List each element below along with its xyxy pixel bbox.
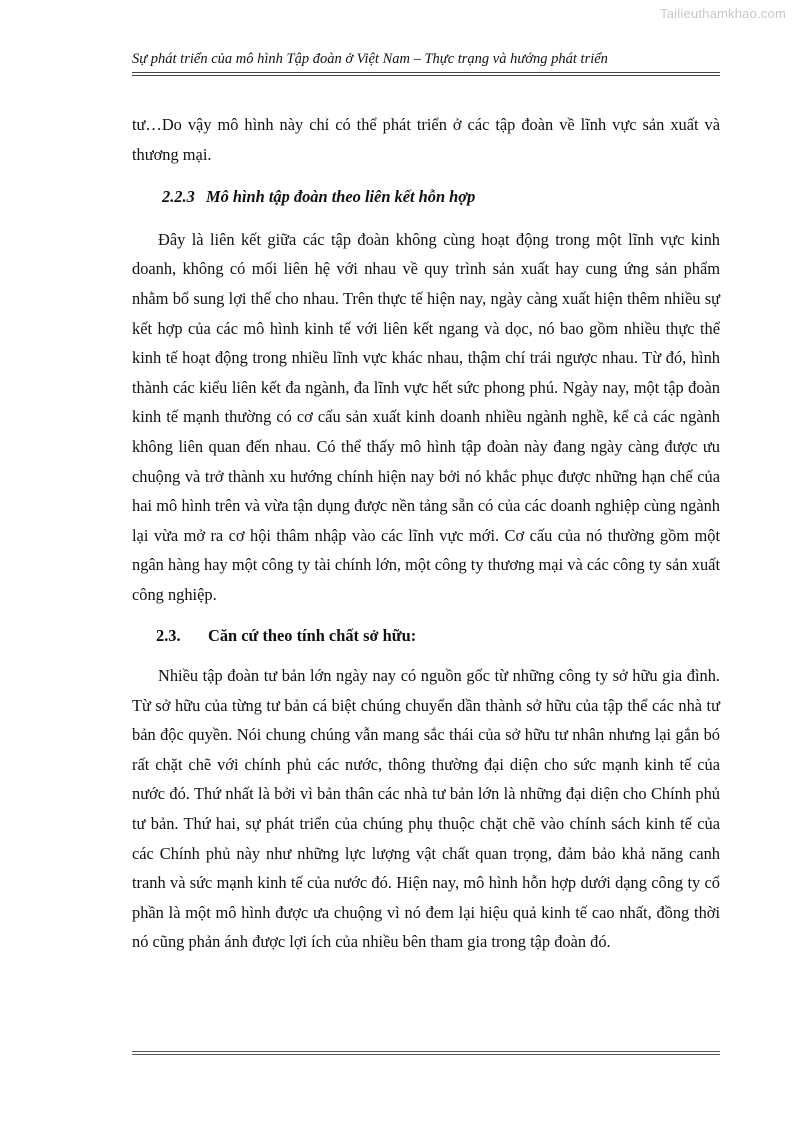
section-number: 2.2.3 bbox=[162, 187, 195, 207]
watermark: Tailieuthamkhao.com bbox=[660, 6, 786, 21]
paragraph-mixed-model: Đây là liên kết giữa các tập đoàn không cùng hoạt động trong một lĩnh vực kinh doanh, không có mối liên hệ với nhau về quy trình sản xuất hay cung ứng sản phẩm nhằm bổ sung lợi thế cho nhau. Trên thực tế hiện nay, ngày càng xuất hiện thêm nhiều sự kết hợp của các mô hình kinh tế với liên kết ngang và dọc, nó bao gồm nhiều thực thể kinh tế hoạt động trong nhiều lĩnh vực khác nhau, thậm chí trái ngược nhau. Từ đó, hình thành các kiểu liên kết đa ngành, đa lĩnh vực hết sức phong phú. Ngày nay, một tập đoàn kinh tế mạnh thường có cơ cấu sản xuất kinh doanh nhiều ngành nghề, kể cả các ngành không liên quan đến nhau. Có thể thấy mô hình tập đoàn này đang ngày càng được ưu chuộng và trở thành xu hướng chính hiện nay bởi nó khắc phục được những hạn chế của hai mô hình trên và vừa tận dụng được nền tảng sẵn có của các doanh nghiệp cùng ngành lại vừa mở ra cơ hội thâm nhập vào các lĩnh vực mới. Cơ cấu của nó thường gồm một ngân hàng hay một công ty tài chính lớn, một công ty thương mại và các công ty sản xuất công nghiệp. bbox=[132, 229, 720, 604]
section-heading-2-2-3 bbox=[162, 182, 720, 212]
section-title: Căn cứ theo tính chất sở hữu: bbox=[208, 625, 417, 645]
footer-rule bbox=[132, 1051, 720, 1055]
header-rule bbox=[132, 72, 720, 76]
section-number: 2.3. bbox=[156, 625, 181, 645]
paragraph-ownership: Nhiều tập đoàn tư bản lớn ngày nay có nguồn gốc từ những công ty sở hữu gia đình. Từ sở hữu của từng tư bản cá biệt chúng chuyển dần thành sở hữu của tập thể các nhà tư bản độc quyền. Nói chung chúng vẫn mang sắc thái của sở hữu tư nhân nhưng lại gắn bó rất chặt chẽ với chính phủ các nước, thông thường đại diện cho sức mạnh kinh tế của nước đó. Thứ nhất là bởi vì bản thân các nhà tư bản lớn là những đại diện cho Chính phủ tư bản. Thứ hai, sự phát triển của chúng phụ thuộc chặt chẽ vào chính sách kinh tế của các Chính phủ này như những lực lượng vật chất quan trọng, đảm bảo khả năng canh tranh và sức mạnh kinh tế của nước đó. Hiện nay, mô hình hỗn hợp dưới dạng công ty cổ phần là một mô hình được ưa chuộng vì nó đem lại hiệu quả kinh tế cao nhất, đồng thời nó cũng phản ánh được lợi ích của nhiều bên tham gia trong tập đoàn đó. bbox=[132, 666, 720, 952]
section-heading-2-3 bbox=[156, 621, 720, 651]
page-content bbox=[132, 110, 720, 957]
section-title: Mô hình tập đoàn theo liên kết hỗn hợp bbox=[206, 187, 476, 207]
continued-paragraph: tư…Do vậy mô hình này chỉ có thể phát triển ở các tập đoàn về lĩnh vực sản xuất và thương mại. bbox=[132, 115, 720, 164]
running-header: Sự phát triển của mô hình Tập đoàn ở Việt Nam – Thực trạng và hướng phát triển bbox=[132, 51, 608, 67]
